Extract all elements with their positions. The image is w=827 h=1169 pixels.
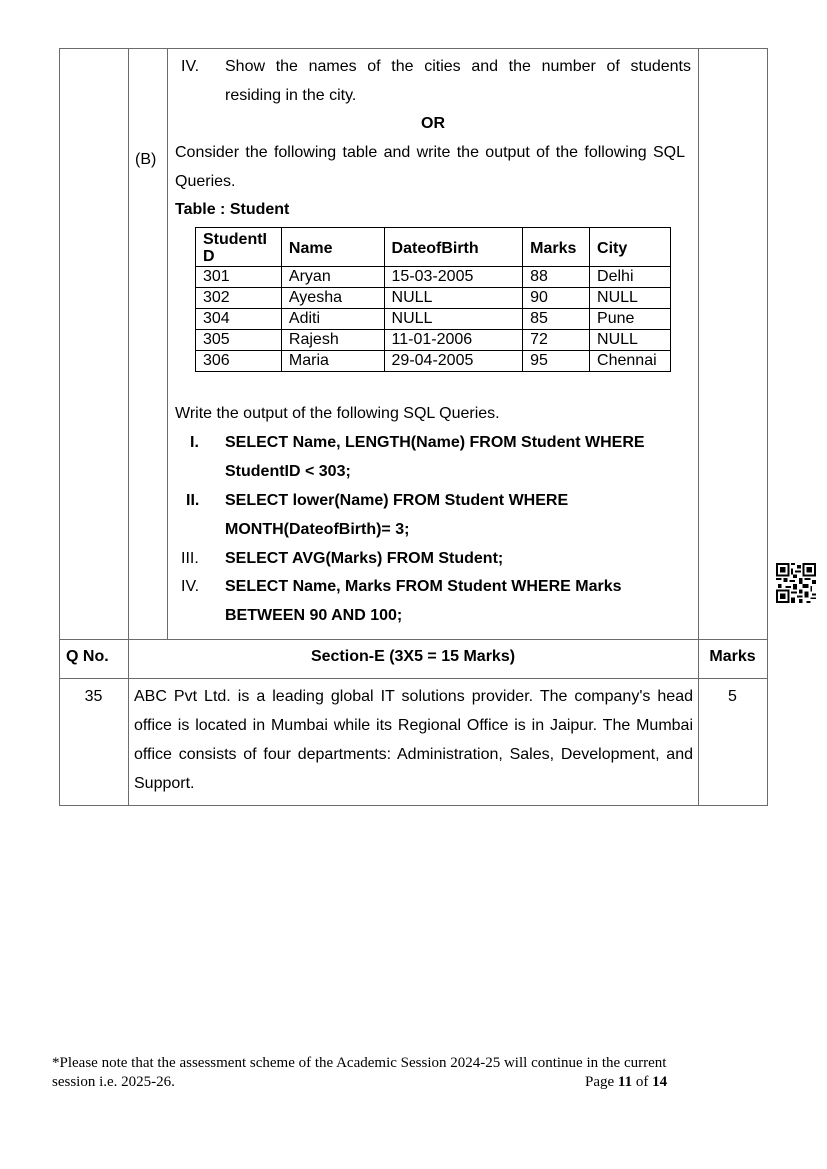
header-name: Name xyxy=(281,228,384,267)
cell-marks: 72 xyxy=(523,330,590,351)
cell-name: Ayesha xyxy=(281,288,384,309)
section-header-bottom-border xyxy=(59,678,768,679)
table-title: Table : Student xyxy=(175,201,290,218)
query-1-line1: SELECT Name, LENGTH(Name) FROM Student WHERE xyxy=(225,434,645,451)
cell-studentid: 304 xyxy=(196,309,282,330)
header-qno: Q No. xyxy=(66,648,109,665)
cell-city: Chennai xyxy=(590,351,671,372)
section-e-title: Section-E (3X5 = 15 Marks) xyxy=(310,648,516,665)
item-iv-line2: residing in the city. xyxy=(225,87,357,104)
footer-note-line2: session i.e. 2025-26. xyxy=(52,1074,175,1090)
write-output-instruction: Write the output of the following SQL Queries. xyxy=(175,405,500,422)
cell-name: Aryan xyxy=(281,267,384,288)
qr-code-icon xyxy=(776,563,816,603)
page-number xyxy=(585,1073,667,1092)
q35-number: 35 xyxy=(84,688,103,705)
q35-marks: 5 xyxy=(728,688,737,705)
sub-column-border xyxy=(167,48,168,639)
or-separator: OR xyxy=(421,115,445,132)
cell-studentid: 306 xyxy=(196,351,282,372)
query-4-line2: BETWEEN 90 AND 100; xyxy=(225,607,403,624)
cell-studentid: 301 xyxy=(196,267,282,288)
header-studentid: StudentI D xyxy=(196,228,282,267)
item-iv-line1: Show the names of the cities and the number of students xyxy=(225,58,691,75)
header-marks: Marks xyxy=(523,228,590,267)
cell-studentid: 302 xyxy=(196,288,282,309)
q35-line1: ABC Pvt Ltd. is a leading global IT solutions provider. The company's head xyxy=(134,688,693,705)
cell-marks: 90 xyxy=(523,288,590,309)
table-right-border xyxy=(767,48,768,806)
table-row xyxy=(196,288,671,309)
intro-line1: Consider the following table and write the output of the following SQL xyxy=(175,144,685,161)
table-row xyxy=(196,351,671,372)
table-row xyxy=(196,330,671,351)
table-header-row xyxy=(196,228,671,267)
cell-city: NULL xyxy=(590,288,671,309)
cell-dateofbirth: 11-01-2006 xyxy=(384,330,523,351)
cell-name: Aditi xyxy=(281,309,384,330)
query-4-line1: SELECT Name, Marks FROM Student WHERE Marks xyxy=(225,578,622,595)
header-dateofbirth: DateofBirth xyxy=(384,228,523,267)
cell-dateofbirth: 29-04-2005 xyxy=(384,351,523,372)
intro-line2: Queries. xyxy=(175,173,236,190)
cell-marks: 88 xyxy=(523,267,590,288)
cell-name: Maria xyxy=(281,351,384,372)
option-b-label: (B) xyxy=(135,151,157,168)
query-3-number: III. xyxy=(181,550,199,567)
query-1-line2: StudentID < 303; xyxy=(225,463,351,480)
footer-note-line1: *Please note that the assessment scheme of the Academic Session 2024-25 will continue in the current xyxy=(52,1055,667,1071)
query-2-line2: MONTH(DateofBirth)= 3; xyxy=(225,521,410,538)
header-city: City xyxy=(590,228,671,267)
item-iv-number: IV. xyxy=(181,58,200,75)
cell-city: NULL xyxy=(590,330,671,351)
query-1-number: I. xyxy=(190,434,199,451)
q35-line4: Support. xyxy=(134,775,195,792)
section-header-top-border xyxy=(59,639,768,640)
page-total: 14 xyxy=(652,1074,668,1090)
cell-marks: 85 xyxy=(523,309,590,330)
cell-studentid: 305 xyxy=(196,330,282,351)
q35-line3: office consists of four departments: Administration, Sales, Development, and xyxy=(134,746,693,763)
query-2-number: II. xyxy=(186,492,200,509)
cell-city: Delhi xyxy=(590,267,671,288)
cell-dateofbirth: NULL xyxy=(384,309,523,330)
page-of: of xyxy=(635,1074,649,1090)
q35-line2: office is located in Mumbai while its Regional Office is in Jaipur. The Mumbai xyxy=(134,717,693,734)
table-row xyxy=(196,309,671,330)
student-table xyxy=(195,227,671,372)
table-bottom-border xyxy=(59,805,768,806)
query-4-number: IV. xyxy=(181,578,200,595)
cell-dateofbirth: NULL xyxy=(384,288,523,309)
cell-name: Rajesh xyxy=(281,330,384,351)
page-word: Page xyxy=(585,1074,615,1090)
page-current: 11 xyxy=(617,1074,633,1090)
cell-city: Pune xyxy=(590,309,671,330)
header-marks: Marks xyxy=(709,648,756,665)
qno-column-border-right xyxy=(128,48,129,806)
cell-dateofbirth: 15-03-2005 xyxy=(384,267,523,288)
query-2-line1: SELECT lower(Name) FROM Student WHERE xyxy=(225,492,569,509)
table-top-border xyxy=(59,48,768,49)
table-row xyxy=(196,267,671,288)
cell-marks: 95 xyxy=(523,351,590,372)
query-3-line1: SELECT AVG(Marks) FROM Student; xyxy=(225,550,504,567)
